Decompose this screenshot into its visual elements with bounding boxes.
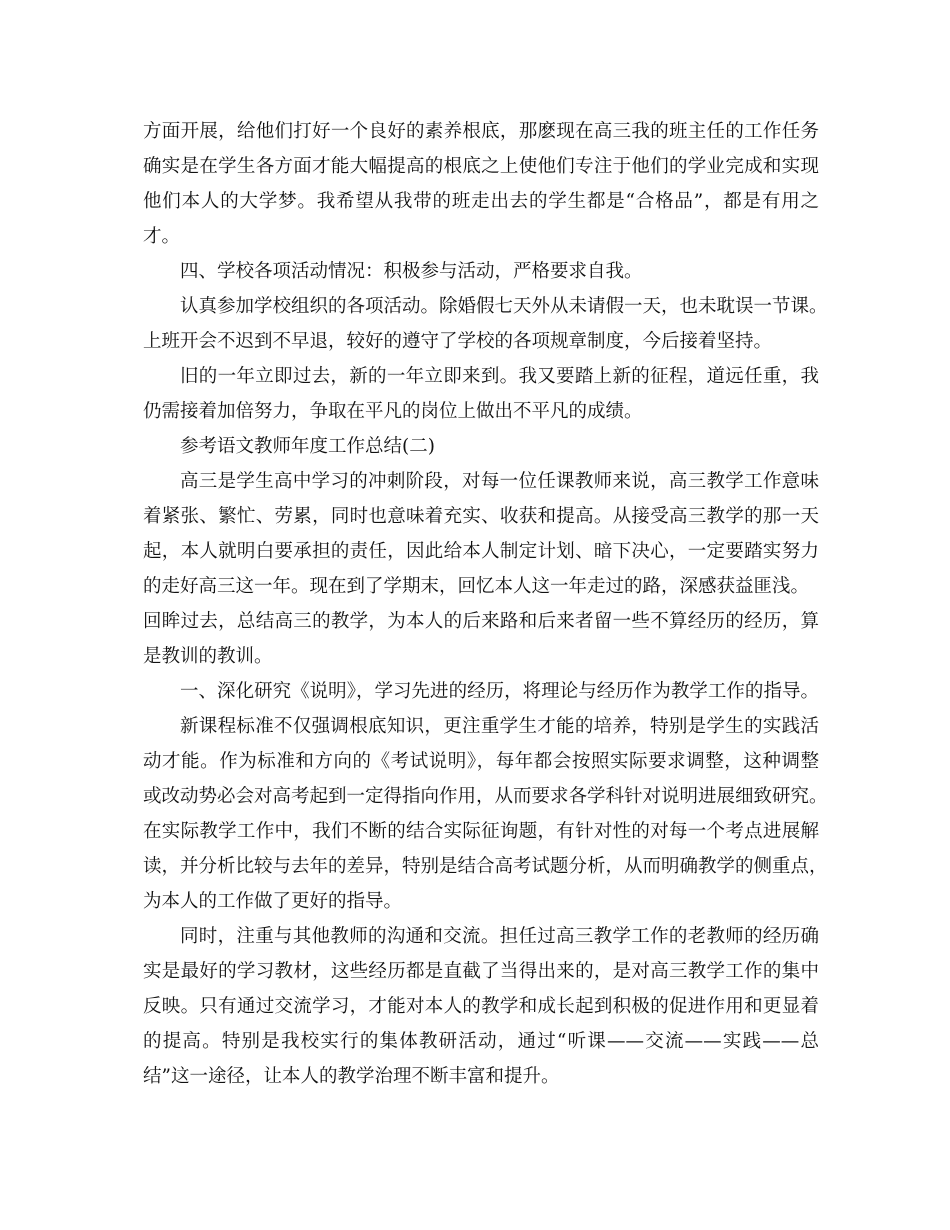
text-line: 实是最好的学习教材，这些经历都是直截了当得出来的，是对高三教学工作的集中 xyxy=(143,961,819,982)
text-line: 在实际教学工作中，我们不断的结合实际征询题，有针对性的对每一个考点进展解 xyxy=(143,821,819,842)
text-line: 他们本人的大学梦。我希望从我带的班走出去的学生都是“合格品”，都是有用之 xyxy=(143,191,819,212)
text-line: 旧的一年立即过去，新的一年立即来到。我又要踏上新的征程，道远任重，我 xyxy=(180,366,819,387)
text-line: 方面开展，给他们打好一个良好的素养根底，那麽现在高三我的班主任的工作任务 xyxy=(143,121,819,142)
text-line: 参考语文教师年度工作总结(二) xyxy=(180,436,435,457)
text-line: 高三是学生高中学习的冲刺阶段，对每一位任课教师来说，高三教学工作意味 xyxy=(180,471,819,492)
text-line: 确实是在学生各方面才能大幅提高的根底之上使他们专注于他们的学业完成和实现 xyxy=(143,156,819,177)
text-line: 的提高。特别是我校实行的集体教研活动，通过“听课——交流——实践——总 xyxy=(143,1031,819,1052)
text-line: 回眸过去，总结高三的教学，为本人的后来路和后来者留一些不算经历的经历，算 xyxy=(143,611,819,632)
text-line: 上班开会不迟到不早退，较好的遵守了学校的各项规章制度，今后接着坚持。 xyxy=(143,331,773,352)
text-line: 四、学校各项活动情况：积极参与活动，严格要求自我。 xyxy=(180,261,643,282)
text-line: 是教训的教训。 xyxy=(143,646,273,667)
text-line: 认真参加学校组织的各项活动。除婚假七天外从未请假一天，也未耽误一节课。 xyxy=(180,296,828,317)
text-line: 才。 xyxy=(143,226,181,247)
text-line: 仍需接着加倍努力，争取在平凡的岗位上做出不平凡的成绩。 xyxy=(143,401,643,422)
text-line: 新课程标准不仅强调根底知识，更注重学生才能的培养，特别是学生的实践活 xyxy=(180,716,819,737)
text-line: 反映。只有通过交流学习，才能对本人的教学和成长起到积极的促进作用和更显着 xyxy=(143,996,819,1017)
text-line: 动才能。作为标准和方向的《考试说明》，每年都会按照实际要求调整，这种调整 xyxy=(143,751,819,772)
text-line: 同时，注重与其他教师的沟通和交流。担任过高三教学工作的老教师的经历确 xyxy=(180,926,819,947)
text-line: 为本人的工作做了更好的指导。 xyxy=(143,891,403,912)
text-line: 起，本人就明白要承担的责任，因此给本人制定计划、暗下决心，一定要踏实努力 xyxy=(143,541,819,562)
document-body xyxy=(143,114,828,1094)
text-line: 结”这一途径，让本人的教学治理不断丰富和提升。 xyxy=(143,1066,560,1087)
text-line: 读，并分析比较与去年的差异，特别是结合高考试题分析，从而明确教学的侧重点， xyxy=(143,856,828,877)
text-line: 一、深化研究《说明》，学习先进的经历，将理论与经历作为教学工作的指导。 xyxy=(180,681,819,702)
text-line: 的走好高三这一年。现在到了学期末，回忆本人这一年走过的路，深感获益匪浅。 xyxy=(143,576,810,597)
text-line: 着紧张、繁忙、劳累，同时也意味着充实、收获和提高。从接受高三教学的那一天 xyxy=(143,506,819,527)
text-line: 或改动势必会对高考起到一定得指向作用，从而要求各学科针对说明进展细致研究。 xyxy=(143,786,828,807)
